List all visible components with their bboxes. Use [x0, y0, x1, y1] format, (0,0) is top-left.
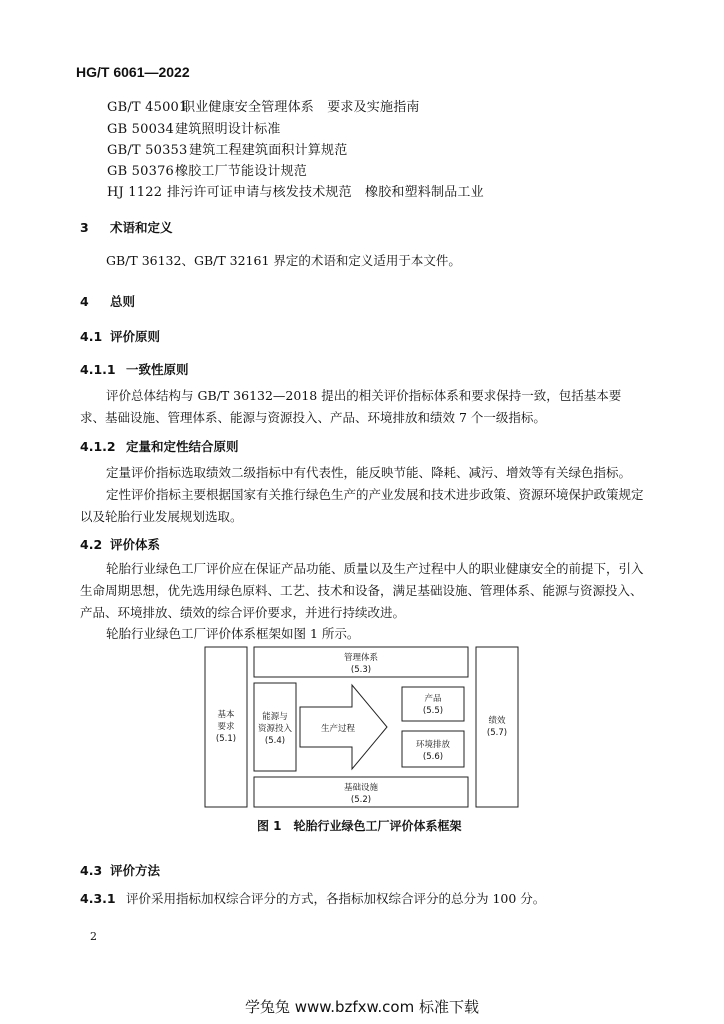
label-management: 管理体系 [343, 653, 379, 663]
label-process: 生产过程 [320, 724, 356, 734]
reference-item [107, 96, 420, 115]
label-energy-1: 能源与 [262, 712, 288, 722]
section-3-text: GB/T 36132、GB/T 32161 界定的术语和定义适用于本文件。 [106, 253, 461, 268]
ref-emission: (5.6) [422, 752, 444, 762]
section-4-2-text-2: 轮胎行业绿色工厂评价体系框架如图 1 所示。 [106, 626, 360, 641]
label-energy-2: 资源投入 [257, 724, 293, 734]
reference-item [107, 181, 484, 200]
section-3-heading: 3 术语和定义 [80, 220, 173, 235]
label-basic-2: 要求 [217, 722, 235, 732]
reference-code: GB 50376 [107, 164, 175, 179]
ref-energy: (5.4) [264, 736, 286, 746]
label-infrastructure: 基础设施 [343, 783, 379, 793]
section-4-heading: 4 总则 [80, 294, 136, 309]
reference-item [107, 160, 307, 179]
ref-management: (5.3) [350, 665, 372, 675]
label-product: 产品 [424, 694, 442, 704]
section-4-1-2-heading: 4.1.2 定量和定性结合原则 [80, 439, 239, 454]
section-4-2-heading: 4.2 评价体系 [80, 537, 161, 552]
label-performance: 绩效 [488, 716, 506, 726]
reference-title: 橡胶工厂节能设计规范 [175, 164, 308, 179]
section-4-1-1-text: 评价总体结构与 GB/T 36132—2018 提出的相关评价指标体系和要求保持一致，包括基本要求、基础设施、管理体系、能源与资源投入、产品、环境排放和绩效 7 个一级指标。 [80, 388, 622, 425]
label-basic-1: 基本 [217, 710, 235, 720]
label-emission: 环境排放 [415, 740, 451, 750]
document-code: HG/T 6061—2022 [76, 64, 190, 80]
reference-title: 建筑照明设计标准 [175, 122, 281, 137]
ref-infrastructure: (5.2) [350, 795, 372, 805]
section-4-2-text-1: 轮胎行业绿色工厂评价应在保证产品功能、质量以及生产过程中人的职业健康安全的前提下，引入生命周期思想，优先选用绿色原料、工艺、技术和设备，满足基础设施、管理体系、能源与资源投入、产品、环境排放、绩效的综合评价要求，并进行持续改进。 [80, 561, 644, 620]
ref-product: (5.5) [422, 706, 444, 716]
figure-caption: 图 1 轮胎行业绿色工厂评价体系框架 [257, 819, 462, 833]
section-4-3-heading: 4.3 评价方法 [80, 863, 161, 878]
section-4-3-1: 4.3.1 评价采用指标加权综合评分的方式，各指标加权综合评分的总分为 100 分。 [80, 891, 546, 906]
footer-watermark: 学兔兔 www.bzfxw.com 标准下载 [245, 998, 479, 1016]
section-4-1-2-text-2: 定性评价指标主要根据国家有关推行绿色生产的产业发展和技术进步政策、资源环境保护政策规定以及轮胎行业发展规划选取。 [80, 487, 644, 524]
section-4-1-heading: 4.1 评价原则 [80, 329, 161, 344]
section-4-1-1-heading: 4.1.1 一致性原则 [80, 362, 189, 377]
ref-performance: (5.7) [486, 728, 508, 738]
page-number: 2 [90, 930, 97, 943]
reference-title: 职业健康安全管理体系 要求及实施指南 [182, 100, 420, 115]
reference-item [107, 139, 347, 158]
framework-diagram [200, 645, 520, 810]
reference-code: GB 50034 [107, 122, 175, 137]
reference-item [107, 118, 281, 137]
ref-basic: (5.1) [215, 734, 237, 744]
reference-code: GB/T 50353 [107, 143, 188, 158]
reference-title: 建筑工程建筑面积计算规范 [189, 143, 348, 158]
reference-code: GB/T 45001 [107, 100, 188, 115]
box-performance [476, 647, 518, 807]
reference-code: HJ 1122 [107, 185, 163, 200]
section-4-1-2-text-1: 定量评价指标选取绩效二级指标中有代表性，能反映节能、降耗、减污、增效等有关绿色指标。 [106, 465, 632, 480]
reference-title: 排污许可证申请与核发技术规范 橡胶和塑料制品工业 [167, 185, 484, 200]
